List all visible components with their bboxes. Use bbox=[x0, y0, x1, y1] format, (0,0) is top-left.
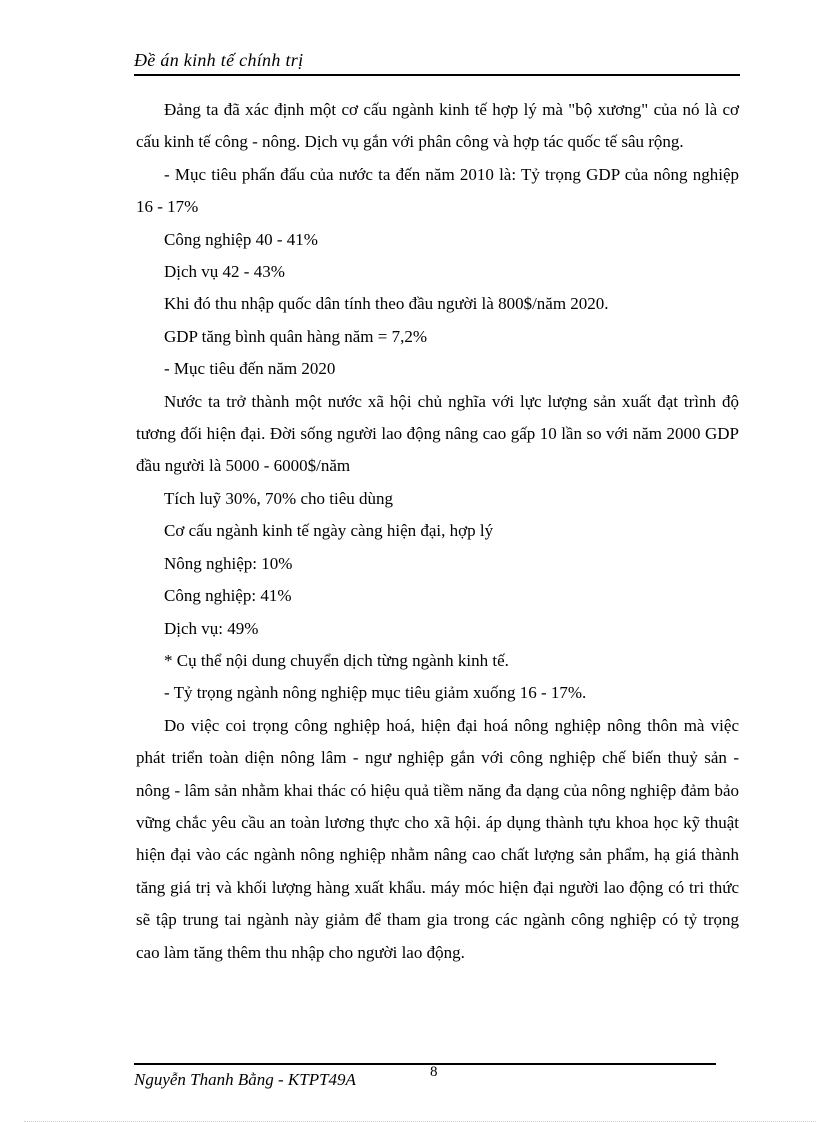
paragraph-industry-2020: Công nghiệp: 41% bbox=[164, 586, 292, 606]
paragraph-socialist-country: Nước ta trở thành một nước xã hội chủ nghĩa với lực lượng sản xuất đạt trình độ tương đối hiện đại. Đời sống người lao động nâng cao gấp 10 lần so với năm 2000 GDP đầu người là 5000 - 6000$/năm bbox=[136, 391, 739, 476]
page-header bbox=[134, 50, 740, 76]
paragraph-target-2010: - Mục tiêu phấn đấu của nước ta đến năm 2010 là: Tỷ trọng GDP của nông nghiệp 16 - 17% bbox=[136, 164, 739, 217]
paragraph-economic-structure: Đảng ta đã xác định một cơ cấu ngành kinh tế hợp lý mà "bộ xương" của nó là cơ cấu kinh tế công - nông. Dịch vụ gắn với phân công và hợp tác quốc tế sâu rộng. bbox=[136, 100, 739, 152]
paragraph-gdp-growth: GDP tăng bình quân hàng năm = 7,2% bbox=[164, 326, 427, 346]
paragraph-agriculture-2020: Nông nghiệp: 10% bbox=[164, 553, 293, 573]
page-edge-divider bbox=[24, 1121, 816, 1122]
paragraph-target-2020: - Mục tiêu đến năm 2020 bbox=[164, 359, 336, 379]
paragraph-agriculture-target: - Tỷ trọng ngành nông nghiệp mục tiêu giảm xuống 16 - 17%. bbox=[164, 683, 587, 703]
paragraph-industry-2010: Công nghiệp 40 - 41% bbox=[164, 229, 318, 249]
header-title: Đề án kinh tế chính trị bbox=[134, 50, 304, 70]
paragraph-services-2020: Dịch vụ: 49% bbox=[164, 618, 259, 638]
page-number: 8 bbox=[430, 1064, 438, 1080]
paragraph-national-income: Khi đó thu nhập quốc dân tính theo đầu người là 800$/năm 2020. bbox=[164, 294, 609, 314]
paragraph-accumulation: Tích luỹ 30%, 70% cho tiêu dùng bbox=[164, 488, 393, 508]
paragraph-services-2010: Dịch vụ 42 - 43% bbox=[164, 262, 285, 282]
document-body bbox=[136, 94, 739, 969]
footer-divider bbox=[134, 1063, 716, 1065]
paragraph-sector-shift: * Cụ thể nội dung chuyển dịch từng ngành kinh tế. bbox=[164, 650, 509, 670]
footer-author: Nguyễn Thanh Bằng - KTPT49A bbox=[134, 1070, 356, 1089]
paragraph-modernization: Do việc coi trọng công nghiệp hoá, hiện đại hoá nông nghiệp nông thôn mà việc phát triển toàn diện nông lâm - ngư nghiệp gắn với công nghiệp chế biến thuỷ sản - nông - lâm sản nhằm khai thác có hiệu quả tiềm năng đa dạng của nông nghiệp đảm bảo vững chắc yêu cầu an toàn lương thực cho xã hội. áp dụng thành tựu khoa học kỹ thuật hiện đại vào các ngành nông nghiệp nhằm nâng cao chất lượng sản phẩm, hạ giá thành tăng giá trị và khối lượng hàng xuất khẩu. máy móc hiện đại người lao động có tri thức sẽ tập trung tai ngành này giảm để tham gia trong các ngành công nghiệp có tỷ trọng cao làm tăng thêm thu nhập cho người lao động. bbox=[136, 715, 739, 962]
paragraph-modern-structure: Cơ cấu ngành kinh tế ngày càng hiện đại, hợp lý bbox=[164, 521, 494, 541]
